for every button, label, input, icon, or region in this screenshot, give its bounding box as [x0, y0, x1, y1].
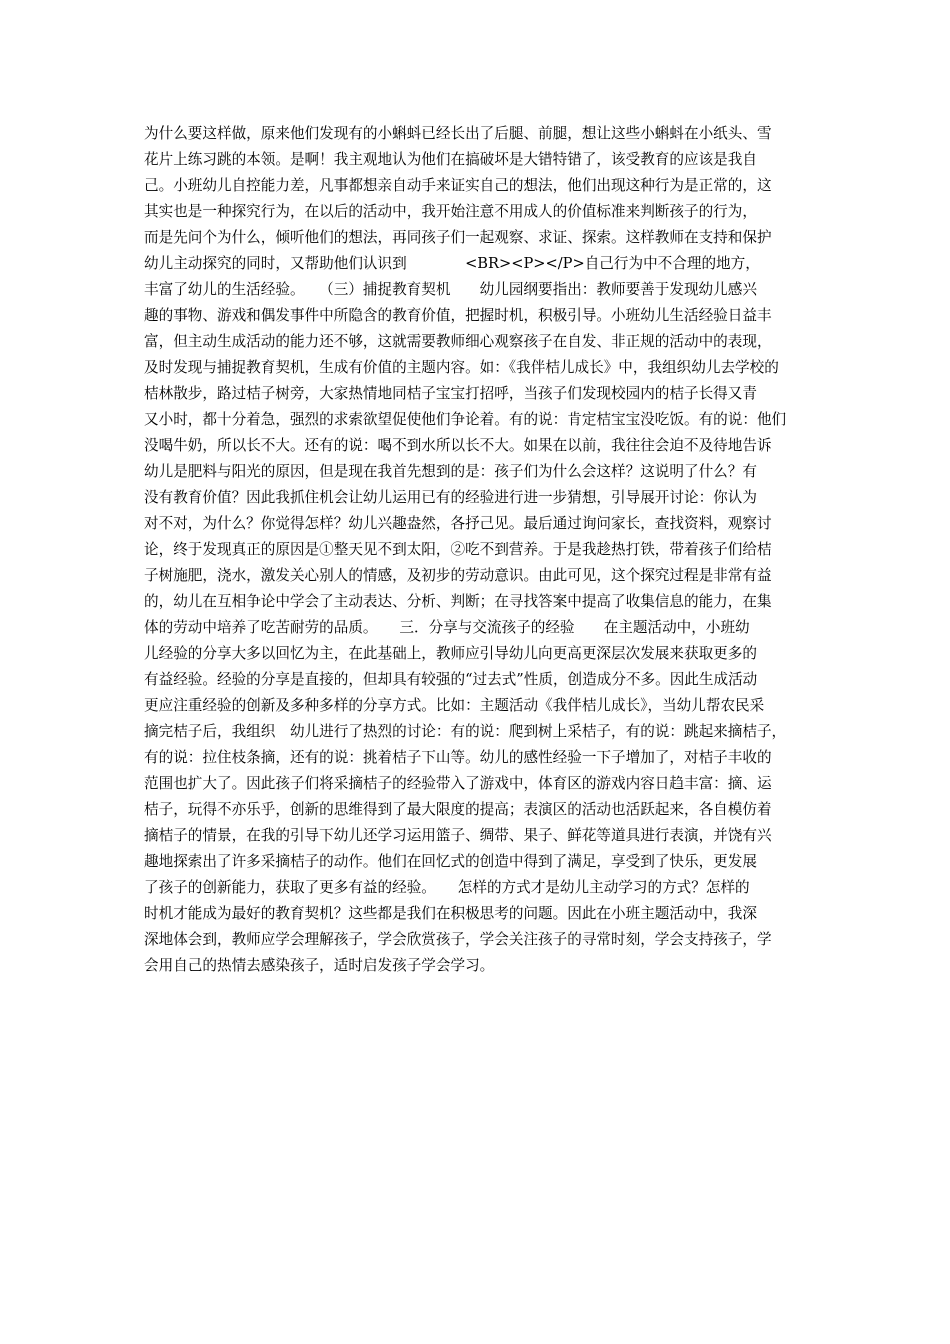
- text-line: 摘桔子的情景，在我的引导下幼儿还学习运用篮子、绸带、果子、鲜花等道具进行表演，并饶有兴: [144, 827, 772, 844]
- text-line: 没有教育价值？因此我抓住机会让幼儿运用已有的经验进行进一步猜想，引导展开讨论：你认为: [144, 489, 757, 506]
- text-line: 丰富了幼儿的生活经验。 （三）捕捉教育契机 幼儿园纲要指出：教师要善于发现幼儿感兴: [144, 281, 757, 298]
- text-line: 范围也扩大了。因此孩子们将采摘桔子的经验带入了游戏中，体育区的游戏内容日趋丰富：摘、运: [144, 775, 772, 792]
- text-line: 花片上练习跳的本领。是啊！我主观地认为他们在搞破坏是大错特错了，该受教育的应该是我自: [144, 151, 757, 168]
- text-line: 论，终于发现真正的原因是①整天见不到太阳，②吃不到营养。于是我趁热打铁，带着孩子们给桔: [144, 541, 772, 558]
- text-line: 对不对，为什么？你觉得怎样？幼儿兴趣盎然，各抒己见。最后通过询问家长，查找资料，观察讨: [144, 515, 772, 532]
- text-line: 有的说：拉住枝条摘，还有的说：挑着桔子下山等。幼儿的感性经验一下子增加了，对桔子丰收的: [144, 749, 772, 766]
- text-line: 而是先问个为什么，倾听他们的想法，再同孩子们一起观察、求证、探索。这样教师在支持和保护: [144, 229, 772, 246]
- text-line: 桔林散步，路过桔子树旁，大家热情地同桔子宝宝打招呼，当孩子们发现校园内的桔子长得又青: [144, 385, 757, 402]
- text-line: 其实也是一种探究行为，在以后的活动中，我开始注意不用成人的价值标准来判断孩子的行为，: [144, 203, 757, 220]
- text-line: 己。小班幼儿自控能力差，凡事都想亲自动手来证实自己的想法，他们出现这种行为是正常的，这: [144, 177, 772, 194]
- text-line: 深地体会到，教师应学会理解孩子，学会欣赏孩子，学会关注孩子的寻常时刻，学会支持孩子，学: [144, 931, 772, 948]
- text-line: 富，但主动生成活动的能力还不够，这就需要教师细心观察孩子在自发、非正规的活动中的表现，: [144, 333, 772, 350]
- text-line: 趣地探索出了许多采摘桔子的动作。他们在回忆式的创造中得到了满足，享受到了快乐，更发展: [144, 853, 757, 870]
- text-line: 及时发现与捕捉教育契机，生成有价值的主题内容。如：《我伴桔儿成长》中，我组织幼儿去学校的: [144, 359, 779, 376]
- body-text: [144, 121, 814, 979]
- text-line: 体的劳动中培养了吃苦耐劳的品质。 三．分享与交流孩子的经验 在主题活动中，小班幼: [144, 619, 750, 636]
- text-line: 又小时，都十分着急，强烈的求索欲望促使他们争论着。有的说：肯定桔宝宝没吃饭。有的说：他们: [144, 411, 787, 428]
- text-line: 为什么要这样做，原来他们发现有的小蝌蚪已经长出了后腿、前腿，想让这些小蝌蚪在小纸头、雪: [144, 125, 772, 142]
- text-line: 有益经验。经验的分享是直接的，但却具有较强的“过去式”性质，创造成分不多。因此生成活动: [144, 671, 758, 688]
- text-line: 桔子，玩得不亦乐乎，创新的思维得到了最大限度的提高；表演区的活动也活跃起来，各自模仿着: [144, 801, 772, 818]
- text-line: 了孩子的创新能力，获取了更多有益的经验。 怎样的方式才是幼儿主动学习的方式？怎样的: [144, 879, 750, 896]
- text-line: 趣的事物、游戏和偶发事件中所隐含的教育价值，把握时机，积极引导。小班幼儿生活经验日益丰: [144, 307, 772, 324]
- text-line: 子树施肥，浇水，激发关心别人的情感，及初步的劳动意识。由此可见，这个探究过程是非常有益: [144, 567, 772, 584]
- text-line: 儿经验的分享大多以回忆为主，在此基础上，教师应引导幼儿向更高更深层次发展来获取更多的: [144, 645, 757, 662]
- text-line: 摘完桔子后，我组织 幼儿进行了热烈的讨论：有的说：爬到树上采桔子，有的说：跳起来摘桔子，: [144, 723, 787, 740]
- text-line: 时机才能成为最好的教育契机？这些都是我们在积极思考的问题。因此在小班主题活动中，我深: [144, 905, 757, 922]
- text-line: 幼儿主动探究的同时，又帮助他们认识到 <BR><P></P>自己行为中不合理的地方，: [144, 255, 760, 272]
- text-line: 没喝牛奶，所以长不大。还有的说：喝不到水所以长不大。如果在以前，我往往会迫不及待地告诉: [144, 437, 772, 454]
- text-line: 幼儿是肥料与阳光的原因，但是现在我首先想到的是：孩子们为什么会这样？这说明了什么？有: [144, 463, 757, 480]
- text-line: 的，幼儿在互相争论中学会了主动表达、分析、判断；在寻找答案中提高了收集信息的能力，在集: [144, 593, 772, 610]
- text-line: 会用自己的热情去感染孩子，适时启发孩子学会学习。: [144, 957, 495, 974]
- text-line: 更应注重经验的创新及多种多样的分享方式。比如：主题活动《我伴桔儿成长》，当幼儿帮农民采: [144, 697, 765, 714]
